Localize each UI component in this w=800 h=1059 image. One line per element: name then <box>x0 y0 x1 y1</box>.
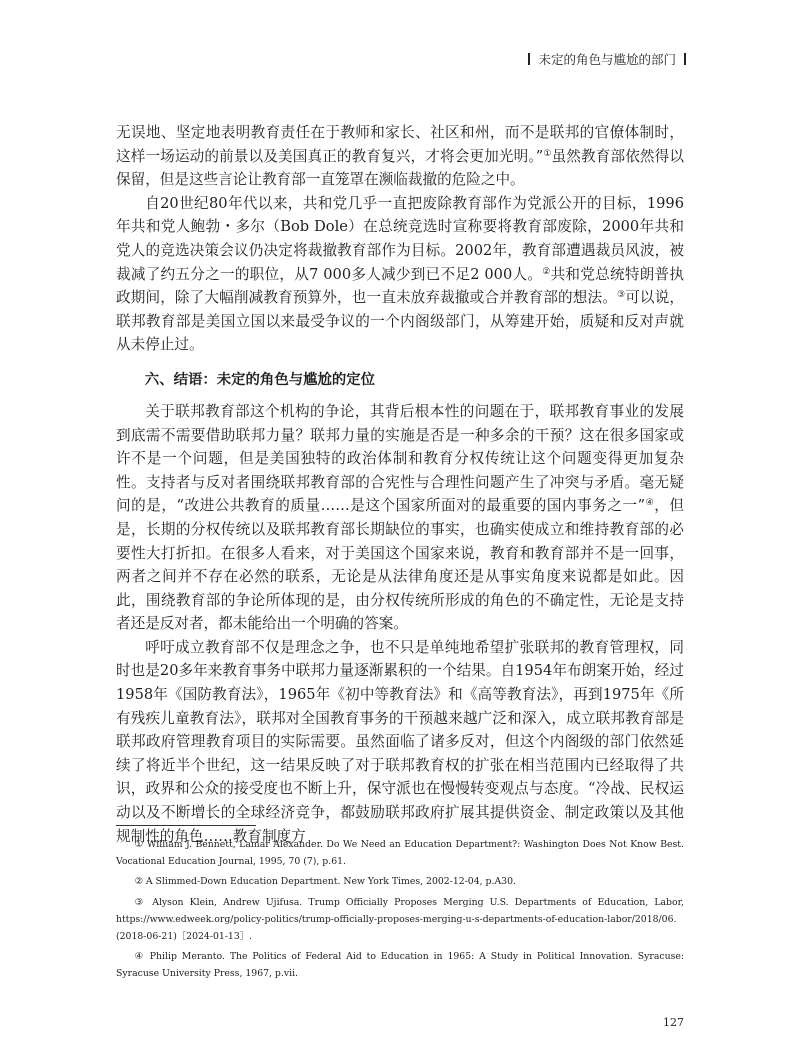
footnote-3: ③ Alyson Klein, Andrew Ujifusa. Trump Officially Proposes Merging U.S. Departments of Education, Labor, https://www.edweek.org/policy-politics/trump-officially-proposes-merging-u-s-departments-of-education-labor/2018/06. (2018-06-21)［2024-01-13］. <box>116 896 684 943</box>
footnote-ref-3[interactable]: ③ <box>616 290 626 301</box>
paragraph-3: 关于联邦教育部这个机构的争论，其背后根本性的问题在于，联邦教育事业的发展到底需不需要借助联邦力量？联邦力量的实施是否是一种多余的干预？这在很多国家或许不是一个问题，但是美国独特的政治体制和教育分权传统让这个问题变得更加复杂性。支持者与反对者围绕联邦教育部的合宪性与合理性问题产生了冲突与矛盾。毫无疑问的是，“改进公共教育的质量……是这个国家所面对的最重要的国内事务之一”④，但是，长期的分权传统以及联邦教育部长期缺位的事实，也确实使成立和维持教育部的必要性大打折扣。在很多人看来，对于美国这个国家来说，教育和教育部并不是一回事，两者之间并不存在必然的联系，无论是从法律角度还是从事实角度来说都是如此。因此，围绕教育部的争论所体现的是，由分权传统所形成的角色的不确定性，无论是支持者还是反对者，都未能给出一个明确的答案。 <box>116 402 684 633</box>
paragraph-2: 自20世纪80年代以来，共和党几乎一直把废除教育部作为党派公开的目标，1996年共和党人鲍勃・多尔（Bob Dole）在总统竞选时宣称要将教育部废除，2000年共和党人的竞选决策会议仍决定将裁撤教育部作为目标。2002年，教育部遭遇裁员风波，被裁减了约五分之一的职位，从7 000多人减少到已不足2 000人。②共和党总统特朗普执政期间，除了大幅削减教育预算外，也一直未放弃裁撤或合并教育部的想法。③可以说，联邦教育部是美国立国以来最受争议的一个内阁级部门，从筹建开始，质疑和反对声就从未停止过。 <box>116 194 684 354</box>
footnote-1: ① William J. Bennett, Lamar Alexander. Do We Need an Education Department?: Washington Does Not Know Best. Vocational Education Journal, 1995, 70 (7), p.61. <box>116 839 684 868</box>
footnote-2: ② A Slimmed-Down Education Department. New York Times, 2002-12-04, p.A30. <box>134 876 516 888</box>
paragraph-1: 无误地、坚定地表明教育责任在于教师和家长、社区和州，而不是联邦的官僚体制时，这样一场运动的前景以及美国真正的教育复兴，才将会更加光明。”①虽然教育部依然得以保留，但是这些言论让教育部一直笼罩在濒临裁撤的危险之中。 <box>116 124 684 189</box>
footnote-4: ④ Philip Meranto. The Politics of Federal Aid to Education in 1965: A Study in Political Innovation. Syracuse: Syracuse University Press, 1967, p.ⅶ. <box>116 951 684 980</box>
header-bar-right <box>684 53 686 65</box>
running-title: 未定的角色与尴尬的部门 <box>538 52 676 67</box>
footnote-divider <box>116 825 256 826</box>
header-bar-left <box>528 53 530 65</box>
page-number: 127 <box>663 1016 684 1029</box>
body-text <box>116 121 684 848</box>
running-header <box>520 50 694 68</box>
paragraph-4: 呼吁成立教育部不仅是理念之争，也不只是单纯地希望扩张联邦的教育管理权，同时也是20多年来教育事务中联邦力量逐渐累积的一个结果。自1954年布朗案开始，经过1958年《国防教育法》，1965年《初中等教育法》和《高等教育法》，再到1975年《所有残疾儿童教育法》，联邦对全国教育事务的干预越来越广泛和深入，成立联邦教育部是联邦政府管理教育项目的实际需要。虽然面临了诸多反对，但这个内阁级的部门依然延续了将近半个世纪，这一结果反映了对于联邦教育权的扩张在相当范围内已经取得了共识，政界和公众的接受度也不断上升，保守派也在慢慢转变观点与态度。“冷战、民权运动以及不断增长的全球经济竞争，都鼓励联邦政府扩展其提供资金、制定政策以及其他规制性的角色……教育制度方 <box>116 638 684 845</box>
section-heading: 六、结语：未定的角色与尴尬的定位 <box>144 371 376 388</box>
footnote-ref-4[interactable]: ④ <box>645 498 655 509</box>
footnote-ref-1[interactable]: ① <box>543 148 552 159</box>
footnotes <box>116 836 684 986</box>
footnote-ref-2[interactable]: ② <box>542 266 551 277</box>
